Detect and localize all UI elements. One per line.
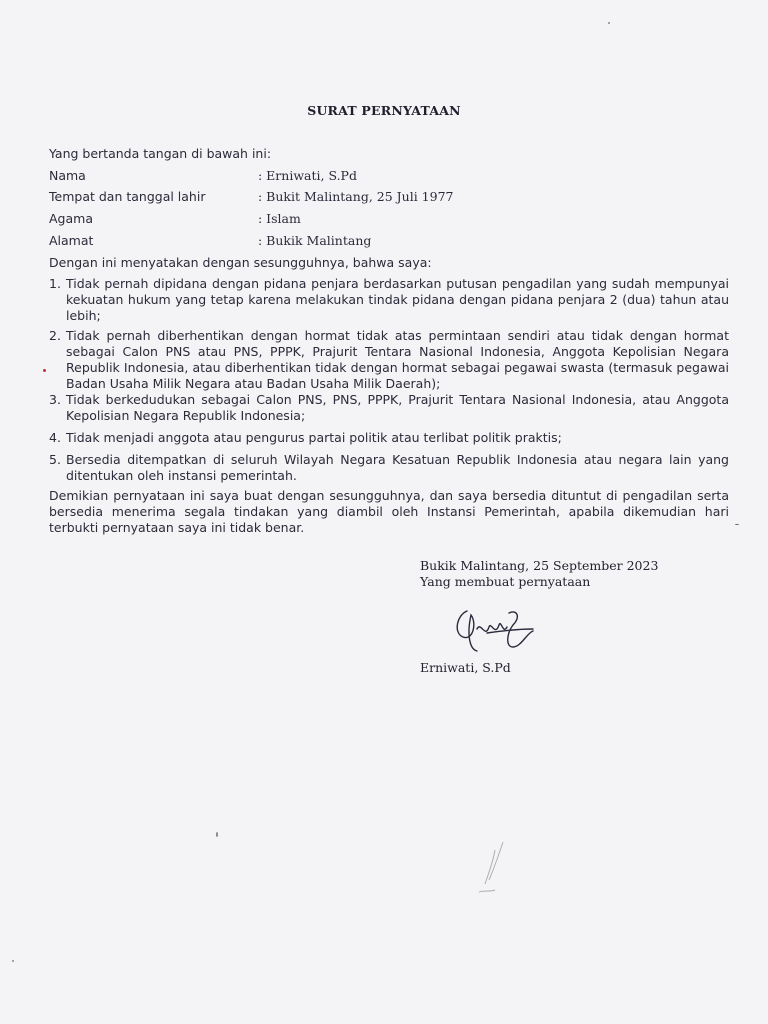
maker-label: Yang membuat pernyataan (420, 574, 591, 589)
statement-item-3 (49, 392, 729, 424)
statement-text: Tidak pernah dipidana dengan pidana penjara berdasarkan putusan pengadilan yang sudah mempunyai kekuatan hukum yang tetap karena melakukan tindak pidana dengan pidana penjara 2 (dua) tahun atau lebih; (66, 276, 729, 323)
field-label-agama: Agama (49, 211, 93, 226)
statement-item-1 (49, 276, 729, 324)
paper-smudge-mark (465, 840, 515, 900)
statement-number: 4. (49, 430, 61, 445)
statement-item-5 (49, 452, 729, 484)
field-label-alamat: Alamat (49, 233, 94, 248)
speck (12, 960, 14, 962)
speck (608, 22, 610, 24)
statement-item-2 (49, 328, 729, 392)
statement-text: Bersedia ditempatkan di seluruh Wilayah Negara Kesatuan Republik Indonesia atau negara lain yang ditentukan oleh instansi pemerintah. (66, 452, 729, 483)
speck (735, 524, 739, 525)
field-label-nama: Nama (49, 168, 86, 183)
statement-number: 5. (49, 452, 61, 467)
declaration-text: Dengan ini menyatakan dengan sesungguhnya, bahwa saya: (49, 255, 432, 270)
field-value-agama: : Islam (258, 211, 301, 226)
statement-item-4 (49, 430, 729, 446)
intro-text: Yang bertanda tangan di bawah ini: (49, 146, 272, 161)
statement-text: Tidak menjadi anggota atau pengurus partai politik atau terlibat politik praktis; (66, 430, 562, 445)
closing-paragraph: Demikian pernyataan ini saya buat dengan sesungguhnya, dan saya bersedia dituntut di pengadilan serta bersedia menerima segala tindakan yang diambil oleh Instansi Pemerintah, apabila dikemudian hari terbukti pernyataan saya ini tidak benar. (49, 488, 729, 535)
handwritten-signature (447, 603, 537, 655)
place-date: Bukik Malintang, 25 September 2023 (420, 558, 659, 573)
statement-text: Tidak berkedudukan sebagai Calon PNS, PNS, PPPK, Prajurit Tentara Nasional Indonesia, atau Anggota Kepolisian Negara Republik Indonesia; (66, 392, 729, 423)
field-value-ttl: : Bukit Malintang, 25 Juli 1977 (258, 189, 454, 204)
field-value-nama: : Erniwati, S.Pd (258, 168, 357, 183)
field-value-alamat: : Bukik Malintang (258, 233, 372, 248)
red-speck (43, 369, 46, 372)
statement-text: Tidak pernah diberhentikan dengan hormat tidak atas permintaan sendiri atau tidak dengan hormat sebagai Calon PNS atau PNS, PPPK, Prajurit Tentara Nasional Indonesia, Anggota Kepolisian Negara Republik Indonesia, atau diberhentikan tidak dengan hormat sebagai pegawai swasta (termasuk pegawai Badan Usaha Milik Negara atau Badan Usaha Milik Daerah); (66, 328, 729, 391)
speck (216, 832, 218, 837)
signer-name: Erniwati, S.Pd (420, 660, 511, 675)
document-title: SURAT PERNYATAAN (307, 103, 461, 118)
statement-number: 1. (49, 276, 61, 291)
statement-number: 2. (49, 328, 61, 343)
signature-block (420, 558, 658, 590)
field-label-ttl: Tempat dan tanggal lahir (49, 189, 206, 204)
statement-number: 3. (49, 392, 61, 407)
